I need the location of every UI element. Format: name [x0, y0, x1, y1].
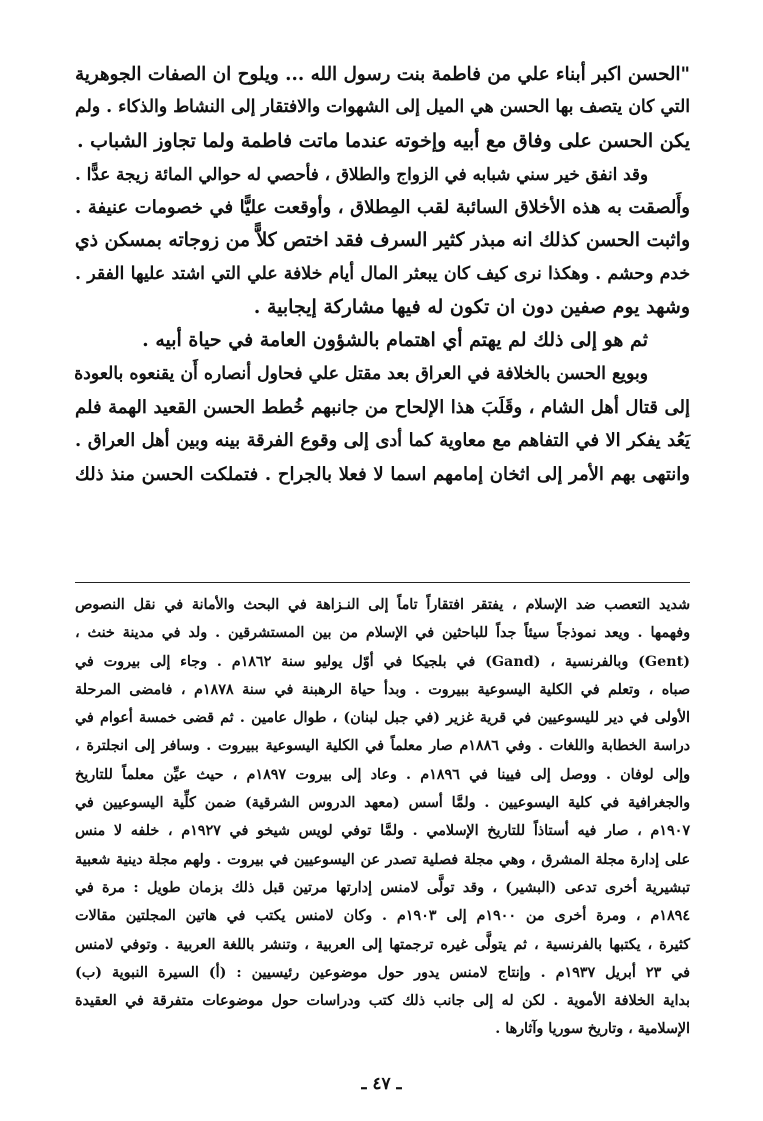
footnote-line: الإسلامية ، وتاريخ سوريا وآثارها . [495, 1021, 690, 1038]
footnote-line: صباه ، وتعلم في الكلية اليسوعية ببيروت . وبدأ حياة الرهبنة في سنة ١٨٧٨م ، فامضى المرحلة [75, 681, 690, 698]
main-line: واثبت الحسن كذلك انه مبذر كثير السرف فقد اختص كلاًّ من زوجاته بمسكن ذي [74, 229, 690, 252]
main-line: خدم وحشم . وهكذا نرى كيف كان يبعثر المال أيام خلافة علي التي اشتد عليها الفقر . [75, 263, 690, 284]
footnote-line: في ٢٣ أبريل ١٩٣٧م . وإنتاج لامنس يدور حول موضوعين رئيسيين : (أ) السيرة النبوية (ب) [75, 964, 690, 981]
footnote-line: ١٩٠٧م ، صار فيه أستاذاً للتاريخ الإسلامي . ولمَّا توفي لويس شيخو في ١٩٢٧م ، خلفه لا منس [75, 823, 690, 840]
main-line: وانتهى بهم الأمر إلى اثخان إمامهم اسما لا فعلا بالجراح . فتملكت الحسن منذ ذلك [75, 463, 690, 485]
main-line: وقد انفق خير سني شبابه في الزواج والطلاق ، فأحصي له حوالي المائة زيجة عدًّا . [75, 163, 648, 184]
main-line: وبويع الحسن بالخلافة في العراق بعد مقتل علي فحاول أنصاره أَن يقنعوه بالعودة [74, 363, 648, 384]
footnote-line: والجغرافية في كلية اليسوعيين . ولمَّا أسس (معهد الدروس الشرقية) ضمن كلِّية اليسوعيين في [75, 795, 690, 812]
footnote-line: على إدارة مجلة المشرق ، وهي مجلة فصلية تصدر عن اليسوعيين في بيروت . ولهم مجلة دينية شعبية [75, 851, 690, 868]
main-line: يَعُد يفكر الا في التفاهم مع معاوية كما أدى إلى وقوع الفرقة بينه وبين أهل العراق . [75, 430, 690, 452]
footnote-separator [75, 582, 690, 583]
main-line: ثم هو إلى ذلك لم يهتم أي اهتمام بالشؤون العامة في حياة أبيه . [142, 329, 648, 352]
footnote-line: بداية الخلافة الأموية . لكن له إلى جانب ذلك كتب ودراسات حول موضوعات متفرقة في العقيدة [75, 993, 690, 1010]
footnote-line: (Gent) وبالفرنسية ، (Gand) في بلجيكا في أوّل يوليو سنة ١٨٦٢م . وجاء إلى بيروت في [75, 653, 690, 670]
page-number: ـ ٤٧ ـ [361, 1074, 402, 1094]
footnote-line: ١٨٩٤م ، ومرة أخرى من ١٩٠٠م إلى ١٩٠٣م . وكان لامنس يكتب في هاتين المجلتين مقالات [75, 908, 690, 925]
footnote-line: تبشيرية أخرى تدعى (البشير) ، وقد تولَّى لامنس إدارتها مرتين قبل ذلك بزمان طويل : مرة في [75, 879, 690, 896]
footnote-line: كثيرة ، يكتبها بالفرنسية ، ثم يتولَّى غيره ترجمتها إلى العربية ، وتنشر باللغة العربية . وتوفي لامنس [75, 936, 690, 953]
footnote-line: شديد التعصب ضد الإسلام ، يفتقر افتقاراً تاماً إلى النـزاهة في البحث والأمانة في نقل النصوص [75, 597, 690, 613]
footnote-line: وفهمها . ويعد نموذجاً سيئاً جداً للباحثين في الإسلام من بين المستشرقين . ولد في مدينة خنث ، [75, 625, 690, 642]
main-text [75, 58, 690, 491]
footnote-line: الأولى في دير لليسوعيين في قرية غزير (في جبل لبنان) ، طوال عامين . ثم قضى خمسة أعوام في [75, 710, 690, 727]
main-line: إلى قتال أهل الشام ، وقَلَبَ هذا الإلحاح من جانبهم خُطط الحسن القعيد الهمة فلم [75, 396, 690, 418]
footnote-line: وإلى لوفان . ووصل إلى فيينا في ١٨٩٦م . وعاد إلى بيروت ١٨٩٧م ، حيث عيِّن معلماً للتاريخ [75, 766, 690, 783]
main-line: التي كان يتصف بها الحسن هي الميل إلى الشهوات والافتقار إلى النشاط والذكاء . ولم [75, 97, 690, 118]
main-line: وشهد يوم صفين دون ان تكون له فيها مشاركة إيجابية . [253, 296, 690, 319]
footnotes [75, 591, 690, 1044]
main-line: "الحسن اكبر أبناء علي من فاطمة بنت رسول الله ... ويلوح ان الصفات الجوهرية [75, 64, 690, 85]
main-line: وأَلصقت به هذه الأخلاق السائبة لقب المِطلاق ، وأوقعت عليًّا في خصومات عنيفة . [75, 197, 690, 219]
footnote-line: دراسة الخطابة واللغات . وفي ١٨٨٦م صار معلماً في الكلية اليسوعية ببيروت . وسافر إلى انجلترة ، [75, 738, 690, 755]
main-line: يكن الحسن على وفاق مع أبيه وإخوته عندما ماتت فاطمة ولما تجاوز الشباب . [76, 129, 690, 152]
